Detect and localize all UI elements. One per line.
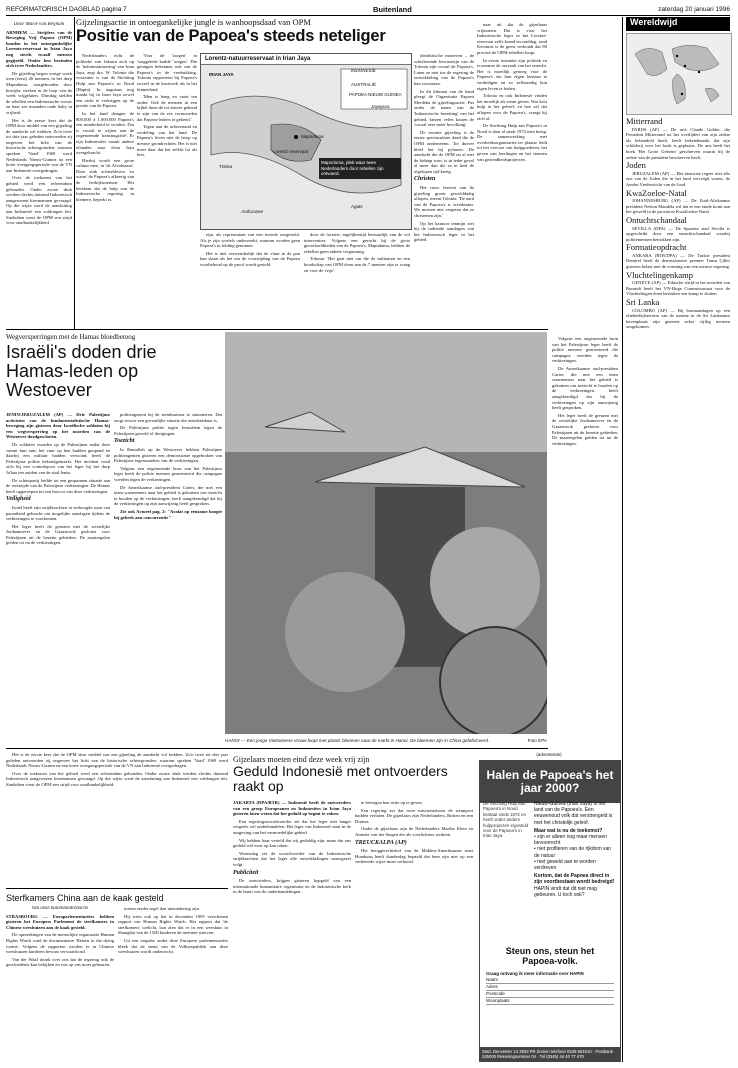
subheading: Christen xyxy=(414,176,436,183)
map-label: INDONESIË xyxy=(351,68,376,73)
section-rule xyxy=(6,329,548,330)
coupon-field-address[interactable]: Adres xyxy=(486,984,614,991)
ad-headline: Halen de Papoea's het jaar 2000? xyxy=(480,761,620,803)
paragraph: In dit klimaat van de band pleegt de Organisatie Papoea Merdeka de gijzelingsactie. Pas onder de naam van de 'Indonesische bezetting' van het gebied, kiezen velen kosten de 'vooral zeer meer bevolking'. xyxy=(414,88,474,128)
paragraph: In Ramallah op de Westoever hebben Palestijnse politieagenten gisteren een demonstratie opgebroken van Palestijnse tegenstanders van de verkiezingen. xyxy=(114,446,222,464)
reserve-map xyxy=(200,53,412,230)
map-label: PAPOEA NIEUW GUINEA xyxy=(349,92,402,97)
article-headline: Geduld Indonesië met ontvoerders raakt op xyxy=(233,763,448,794)
coupon-field-name[interactable]: Naam xyxy=(486,977,614,984)
news-item-text: GENEVE (AP) — Ethische strijd in het noorden van Burundi heeft het VN-Hoge Commissariaat voor de Vluchtelingen doen besluiten een kamp te sluiten. xyxy=(626,280,730,297)
map-label: Timika xyxy=(219,164,233,169)
paragraph: In eerste instantie zijn politiek en economie de oorzaak van het onrecht. Het is moeilijk genoeg voor de Papoea's om hun eigen bestaan te verdedigen en zo zelfstandig hun eigen leven te leiden. xyxy=(477,57,547,91)
map-label: AUSTRALIË xyxy=(351,82,377,87)
article-column xyxy=(304,232,410,330)
paragraph: Tolonia: 'Het gaat niet om die de militairen en een boodschap van OPM doen aan de 7 mensen zijn te vraag en voor de vrije'. xyxy=(304,256,410,273)
photo-credit: Foto EPA xyxy=(527,738,547,743)
paragraph: Volgens een ongenoemde bron van het Palestijnse leger heeft de politie mensen gearresteerd die campagne voerden tegen de verkiezingen. xyxy=(552,336,618,364)
paragraph: Tolonia en ook Indonesië vinden het moeilijk als steun geven. Wat kost hulp in het geheel, en hoe zal dat aflopen voor de Papoea's, vraagt hij zich af. xyxy=(477,93,547,121)
news-photo xyxy=(225,332,547,734)
paragraph: Over de toekomst van het gebied werd een referendum gehouden. Onder zware druk werden slechts duizend Indonesisch aangewezen kiesmannen gevraagd. Op die wijze werd de aansluiting aan Indonesië een voldongen feit. Sindsdien voert de OPM een strijd voor onafhankelijkheid. xyxy=(6,175,72,226)
article-column xyxy=(76,53,134,331)
photo-scene xyxy=(225,332,547,734)
article-kicker: Gijzelingsactie in ontoegankelijke jungle is wanhoopsdaad van OPM xyxy=(76,17,311,27)
coupon-field-city[interactable]: Woonplaats xyxy=(486,998,614,1005)
plastic-flowers xyxy=(430,527,540,637)
paragraph: te bewegen hen actie op te geven. xyxy=(361,800,423,805)
news-item-text: SEVILLA (DPA) — De Spaanse stad Sevilla is opgeschrikt door een ontuchtschandaal waarbij politiemensen betrokken zijn. xyxy=(626,225,730,242)
paragraph: De gijzeling begon vorige week toen (eerst) 26 mensen, in het dorp Mapnduma, vastgehouden door bosrijke werken in de loop van de week vrijgelaten. Dinsdag stelden de rebellen een Indonesische vrouw en haar zes maanden oude baby in vrijheid. xyxy=(6,70,72,115)
section-rule xyxy=(6,748,548,749)
paragraph: Een regeringswoordvoerder zei dat het leger niet langer vergeefs wil onderhandelen. Het leger van Indonesië staat in de omgeving van het vermoedelijke gebied. xyxy=(233,818,351,835)
masthead-date: zaterdag 20 januari 1996 xyxy=(658,5,730,13)
ad-bold: Kortom, dat de Papoea direct in zijn voortbestaan wordt bedreigd! xyxy=(534,873,615,886)
news-item-text: ANKARA (RTR/DPA) — De Turkse president Demirel heeft de demissionaire premier Tansu Çiller gisteren belast met de vorming van een nieuwe regering. xyxy=(626,252,730,270)
article-column xyxy=(233,800,351,1062)
article-headline: Israëli's doden drie Hamas-leden op Westoever xyxy=(6,342,157,400)
paragraph: De soldaten vuurden op de Palestijnen nadat deze vanuit hun auto het vuur op hen hadden geopend en daarbij een militair hadden verwond, heeft de Palestijnse politie bekendgemaakt. Het incident vond zich bij een controlepost van het leger bij het dorp Ja'baa ten zuiden van de stad Jenin. xyxy=(6,441,110,475)
news-item-title: Vluchtelingenkamp xyxy=(626,269,694,280)
paragraph: De Palestijnse politie tegen Jeruzalem tegen de Palestijnen geweld of dreigingen. xyxy=(114,425,222,436)
column-rule xyxy=(622,17,623,1062)
section-rule xyxy=(6,888,228,889)
article-column xyxy=(6,906,114,1062)
photo-caption xyxy=(225,738,547,743)
article-column xyxy=(137,53,197,331)
paragraph: Hij wees ook op het in december 1995 verschenen rapport van Human Rights Watch. Het rapport dat 'de sterfkamers' toelicht, laat zien dat er in een weeshuis in Shanghai van de 1500 kinderen de meesten stierven. xyxy=(118,913,228,936)
byline: Door Marie van Beijnum xyxy=(13,22,65,27)
paragraph: Hierbij wordt een grote cultuur mee, in 'de Afvalnaam'. Deze stuk achterbleven 'zo warm' de Papoea's afkeerig van de bedrijfsmensen. Het betekent dat de hulp van de Indonesische regering in kleinere, beperkt is. xyxy=(76,157,134,202)
subheading: Veiligheid xyxy=(6,496,31,503)
map-label: Agats xyxy=(351,204,363,209)
paragraph: De Stichting Hulp aan Papoea's in Nood is daar al sinds 1972 mee bezig. De samenwerking met overheidsorganisaties ter plaatse leidt tot het vervoer van hulpgoederen, het geven van leerlingen en het steunen van gezondheidsprojecten. xyxy=(477,123,547,162)
paragraph: naar uit dat de gijzelaars vrijkomen. Dat is voor het Indonesische leger in het Lorentz-reservaat zelfs brand ter middag, rond Kerstmis is de geest verkondt dat 80 procent de OPM-rebellen loopt. xyxy=(477,22,547,55)
left-column-article xyxy=(6,22,72,328)
article-headline: Sterfkamers China aan de kaak gesteld xyxy=(6,893,164,903)
paragraph: De Amerikaanse oud-president Carter, die met een team waarnemers naar het gebied is gekomen om toezicht te houden op de verkiezingen, heeft aangekondigd dat hij de verkiezingen op zijn aanwijzing heeft gesproken. xyxy=(114,484,222,507)
news-item-text: JERUZALEM (AP) — Het nieuwste regeer niet alle ons van de Joden die in het land vervolgd waren, de Joodse Vredessticht van de Jood. xyxy=(626,170,730,187)
ad-coupon xyxy=(486,971,614,1005)
paragraph: Het is de eerste keer dat de OPM door middel van een gijzeling de aandacht wil trekken. Zo'n twee tot drie jaar geleden ontvoerden zij ongeveer het licht van de historische achtergronden: waarom spreken 'Vaad' 1969 werd Nederlands Nieuw-Guinea na een korte overgangsperiode van de VN aan Indonesië overgedragen. xyxy=(6,117,72,173)
ad-right-text xyxy=(534,801,616,898)
news-item-text: COLOMBO (AP) — Bij bomaanslagen op een oliebedrijfsterrein van de marine in de Sri Lankaanse havenplaats zijn gisteren zeker vijftig mensen omgekomen. xyxy=(626,307,730,330)
column-rule xyxy=(74,17,75,329)
paragraph: Over de toekomst van het gebied werd een referendum gehouden. Onder zware druk werden slechts duizend Indonesisch aangewezen kiesmannen gevraagd. Op die wijze werd de aansluiting aan Indonesië een voldongen feit. Sindsdien voert de OPM een strijd voor onafhankelijkheid. xyxy=(6,770,228,787)
coupon-field-postcode[interactable]: Postcode xyxy=(486,991,614,998)
article-lead: ARNHEM — Strijders van de Beweging Vrij Papoea (OPM) houden in het ontoegankelijke Lorentz-reservaat in Irian Jaya nog steeds twaalf mensen gegijzeld. Onder hen bevinden zich twee Nederlanders. xyxy=(6,29,72,69)
paragraph: idealistische motieven – de scholierende bewustzijn van de Tolonia zijn vooral de Papoea's. Laten ze niet toe de regering de ontwikkeling van de Papoea's kan voorstaan. xyxy=(414,53,474,86)
photo-article-continuation xyxy=(552,336,618,746)
ad-label: (advertentie) xyxy=(536,752,562,757)
paragraph: Woensdag zei de woordvoerder van de Indonesische strijdkrachten dat het leger alle ontwikkelingen nauwgezet volgt. xyxy=(233,850,351,867)
street-background xyxy=(225,332,547,452)
news-item-title: Joden xyxy=(626,160,646,171)
paragraph: Het is niet verwonderlijk dat de vlam in de pan kan slaan als het om de voorstijding van de Papoea voorbehoud op de proof wordt gesteld. xyxy=(200,250,300,267)
paragraph: De Amerikaanse oud-president Carter, die met een team waarnemers naar het gebied is gekomen om toezicht te houden op de verkiezingen, heeft aangekondigd dat hij de verkiezingen op zijn aanwijzing heeft gesproken. xyxy=(552,365,618,411)
news-item-text: JOHANNESBURG (AP) — De Zuid-Afrikaanse president Nelson Mandela wil dat er een einde komt aan het geweld in de provincie KwaZoeloe-Natal. xyxy=(626,198,730,215)
map-graphic xyxy=(201,65,411,228)
byline: Van onze buitenlandredactie xyxy=(31,906,89,911)
map-label: Mapnduma xyxy=(301,134,324,139)
paragraph: De opmerkingen van de menselijke organisatie Human Rights Watch rond de documentaire 'Return to the dying rooms'. Volgens de rapporten worden er in Chinese weeshuizen kinderen bewust verwaarloosd. xyxy=(6,932,114,955)
map-label: Jayapura xyxy=(371,104,390,109)
news-item-title: Mitterrand xyxy=(626,116,663,126)
paragraph: Het leger heeft de grenzen met de westelijke Jordaanoever en de Gazastrook gesloten voor Palestijnen uit de bezette gebieden. De maatregelen gelden tot na de verkiezingen. xyxy=(6,523,110,546)
article-lead: JAKARTA (DPA/RTR) — Indonesië heeft de ontvoerders van een groep Europeanen en Indonesiërs in Irian Jaya gisteren laten weten dat het geduld op begint te raken. xyxy=(233,800,351,817)
paragraph: 'Voor de 'zorgen' in 'sorggelede kudde' 'zorgen'. Die getuigen bekennen ook van de Papoea's in de verdrukking. Tolonia rapporteert bij Papoea's zoveel in de kustwerk als in het binnenland. xyxy=(137,53,197,92)
masthead-left: REFORMATORISCH DAGBLAD pagina 7 xyxy=(6,5,127,13)
news-item-title: Ontuchtschandaal xyxy=(626,214,687,225)
paragraph: Nederlanders richt de politieke van Jakarta zich op de 'indonesianisering' van Irian Jaya, zegt drs. W. Tolonia die voorzitter is van de Stichting Hulp aan Papoea's in Nood (Hapin). In augustus nog maakt hij in Irian Jaya zowel een zicht te verkrijgen op de positie van de Papoea. xyxy=(76,53,134,109)
article-column xyxy=(6,412,110,738)
mapnduma-dot xyxy=(294,135,298,139)
subheading: Toezicht xyxy=(114,438,135,445)
subheading: TREUCKALPA (AP) xyxy=(355,839,407,846)
masthead-section: Buitenland xyxy=(373,4,412,14)
wereldwijd-header: Wereldwijd xyxy=(626,17,730,31)
ad-slogan: Steun ons, steun het Papoea-volk. xyxy=(505,946,595,966)
paragraph: Het ruwe feesten van de gijzeling groeit gewelddadig aflopen, meent Tolonia. 'De aard van de Papoea's is vreedzaam. We moeten niet vergeten dat ze christenen zijn.' xyxy=(414,185,474,219)
map-label: Arafurazee xyxy=(241,209,264,214)
cross-reference: Zie ook Actueel pag. 2: "Arafat op eenzame hoogte bij gebrek aan concurrentie" xyxy=(114,508,222,520)
paragraph: In het land dringen de 800.000 à 1.000.000 Papoea's een minderheid te worden. Dat is vooral te wijten aan de zogenoemde 'transmigratie'. Er zijn Indonesiërs vanuit andere eilanden naar Irian Jaya overgebracht. xyxy=(76,110,134,156)
news-item-title: Formatieopdracht xyxy=(626,242,687,253)
ad-question: Maar wat is nu de toekomst? xyxy=(534,827,603,834)
article-kicker: Gijzelaars moeten eind deze week vrij zijn xyxy=(233,755,370,764)
paragraph: Uit een enquête onder deze Europese parlementariërs bleek dat de steun van de Volksrepubliek aan deze weeshuizen wordt onderzocht. xyxy=(118,937,228,955)
ad-bullet: • met geweld aan te worden verdreven xyxy=(534,858,596,872)
article-lead: JENIN/JERUZALEM (AP) — Drie Palestijnse activisten van de fundamentalistische Hamas-beweging zijn gisteren door Israëlische soldaten bij een wegversperring op het noorden van de Westoever doodgeschoten. xyxy=(6,412,110,440)
map-title: Lorentz-natuurreservaat in Irian Jaya xyxy=(201,54,411,65)
article-column xyxy=(355,800,473,1062)
paragraph: door de lactatie, tegelijkertijd bestuurlijk van de vol interventies. Volgens een gerucht bij de grote geoorloofdheden van de Papoea's, Mapnduma, hebben de rebellen geen enkele vergunning. xyxy=(304,232,410,254)
paragraph: Tegen aan de achterstand en verdeling van het land. De Papoea's leven niet de hoop op nieuwe grondrechten. Het is niet meer daar dat het zelfde lot als hier. xyxy=(137,124,197,158)
article-column xyxy=(414,53,474,331)
article-lead: STRASBOURG — Europarlementariërs hebben gisteren het Europees Parlement de sterfkamers in Chinese weeshuizen aan de kaak gesteld. xyxy=(6,913,114,930)
plastic-flowers xyxy=(285,572,405,692)
bicycle-wheel xyxy=(440,627,547,734)
ad-left-text: De Stichting Hulp aan Papoea's in Nood bestaat sinds 1972 en heeft onder andere hulpprojecten ingesteld voor de Papoea's in Irian Jaya. xyxy=(483,801,529,839)
world-map-graphic xyxy=(627,34,731,114)
paragraph: Het hooggerechtshof van de Midden-Amerikaanse staat Honduras heeft donderdag bepaald dat hem zijn niet op een verbeterde wijze moet verhuisd. xyxy=(355,848,473,865)
caption-text: HANOI — Een jonge Vietnamese vrouw loopt met plastic bloemen naar de markt in Hanoi. De bloemen zijn in China gefabriceerd. xyxy=(225,738,490,743)
map-label: IRIAN JAYA xyxy=(209,72,234,77)
wereldwijd-column xyxy=(626,116,730,1062)
map-label: Lorentz reservaat xyxy=(273,149,309,154)
ad-intro: Nieuw-Guinea (Irian Jaya) is het land van de Papoea's. Een eeuwenoud volk dat verstrengeld is met het christelijk geloof. xyxy=(534,801,613,826)
article-column xyxy=(200,232,300,330)
paragraph: Het leger heeft de grenzen met de westelijke Jordaanoever en de Gazastrook gesloten voor Palestijnen uit de bezette gebieden. De maatregelen gelden tot na de verkiezingen. xyxy=(552,412,618,446)
paragraph: Volgens een ongenoemde bron van het Palestijnse leger heeft de politie mensen gearresteerd die campagne voerden tegen de verkiezingen. xyxy=(114,465,222,482)
coupon-title: Graag ontvang ik meer informatie over HAPIN xyxy=(486,971,584,976)
paragraph: Israël heeft zijn strijdkrachten in verhoogde staat van paraatheid gebracht om mogelijke aanslagen tijdens de verkiezingen te voorkomen. xyxy=(6,504,110,522)
paragraph: Op het kantoor tenmijn ziet hij de indiende aanslagen van het Indonesisch leger in het gebied. xyxy=(414,220,474,243)
inset-map xyxy=(341,69,407,109)
ad-bullet: • niet profiteren van de rijkdom van de natuur xyxy=(534,846,612,859)
paragraph: zijn, als representant van een tweede oorgesteld. Als je zijn wortels onderzoekt, waarom worden geen Papoea's in leiding genomen. xyxy=(200,232,300,249)
paragraph: politieagenten bij de stembureaus te stationeren. Dat zorgt ervoor een gevaarlijke situatie die ontoelaatbaar is. xyxy=(114,412,222,423)
world-map xyxy=(626,33,732,115)
hapin-advertisement xyxy=(479,760,621,1062)
article-column xyxy=(118,906,228,1062)
paragraph: Wij hebben haar verteld dat wij geduldig zijn, maar dat ons geduld wel eens op kan raken. xyxy=(233,837,351,849)
paragraph: Onder de gijzelaars zijn de Nederlanders Martha Klein en Annette van der Stegen die als voorlichters werkten. xyxy=(355,826,473,837)
subheading: Publiciteit xyxy=(233,869,259,876)
news-item-text: PARIJS (AP) — De arts Claude Gubler, die President Mitterrand tot het overlijden van zijn ziekte als behandeld heeft, heeft bekendmaakt dat zijn schilderij voor het boek is geplaatst. De arts heeft het boek 'Het Grote Geheim' geschreven waarin hij de ziekte van de president beschreven heeft. xyxy=(626,126,730,160)
paragraph: toesen eerder regel dan uitzondering zijn. xyxy=(124,906,201,911)
paragraph: De recente gijzeling is de eerste spectaculaire daad die de OPM onderneemt. Tot dusver bleef het bij pylonen. De aandacht die de OPM nu al met de kidnap won, is in ieder geval al meer dan die ze in heel de afgelopen tijd kreeg. xyxy=(414,129,474,174)
ad-end: HAPIN vindt dat dit niet mag gebeuren. U toch ook? xyxy=(534,885,597,898)
paragraph: De ontvoerders, krijgen gisteren kopgeld van een internationale humanitaire organisatie en de Indonesische kerk in de buurt van de onderhandelingen. xyxy=(233,878,351,895)
masthead xyxy=(6,3,730,16)
paragraph: Het is de eerste keer dat de OPM door middel van een gijzeling de aandacht wil trekken. Zo'n twee tot drie jaar geleden ontvoerden zij ongeveer het licht van de historische achtergronden: waarom spreken 'Vaad' 1969 werd Nederlands Nieuw-Guinea na een korte overgangsperiode van de VN aan Indonesië overgedragen. xyxy=(6,752,228,769)
article-column xyxy=(477,22,547,330)
article-headline: Positie van de Papoea's steeds neteliger xyxy=(76,27,386,45)
ad-bullet: • zijn er alleen nog maar mensen bevoorrecht xyxy=(534,834,607,847)
paragraph: Van der Waal dronk over ons dat de regering ook de geschiedenis kan bekijken en wat op ons moet gebeuren. xyxy=(6,956,114,968)
paragraph: Een regering zei dat twee missionarissen de steunpost hadden verlaten. De gijzelaars zijn Nederlanders, Britten en een Duitser. xyxy=(355,807,473,824)
article-continuation xyxy=(6,752,228,884)
map-callout: Mapnduma, plek waar twee Nederlanders door rebellen zijn ontvoerd. xyxy=(319,158,401,179)
news-item-title: Sri Lanka xyxy=(626,297,660,308)
article-column xyxy=(114,412,222,738)
paragraph: 'Men is bang en vaart ten onder. Ook de mensen in een bijbel doen de tot dusver gekend te zijn van de zes vermoorden dat Papoea-leiders te gekend.' xyxy=(137,94,197,122)
paragraph: De schietpartij leidde tot een gespannen situatie aan de westzijde van de Palestijnse verkiezingen. De Hamas heeft opgeroepen tot een boycot van deze verkiezingen. xyxy=(6,477,110,494)
article-kicker: Wegversperringen met de Hamas bloedbetoog xyxy=(6,333,136,341)
news-item-title: KwaZoeloe-Natal xyxy=(626,187,687,198)
ad-footer: Sted. Denventer 14 3843 PR Zumen telefoon 0345-561010 · Postbank 245000 Rekeningnummer 04 · Tel (0345) 44 40 77 470 xyxy=(480,1047,620,1061)
